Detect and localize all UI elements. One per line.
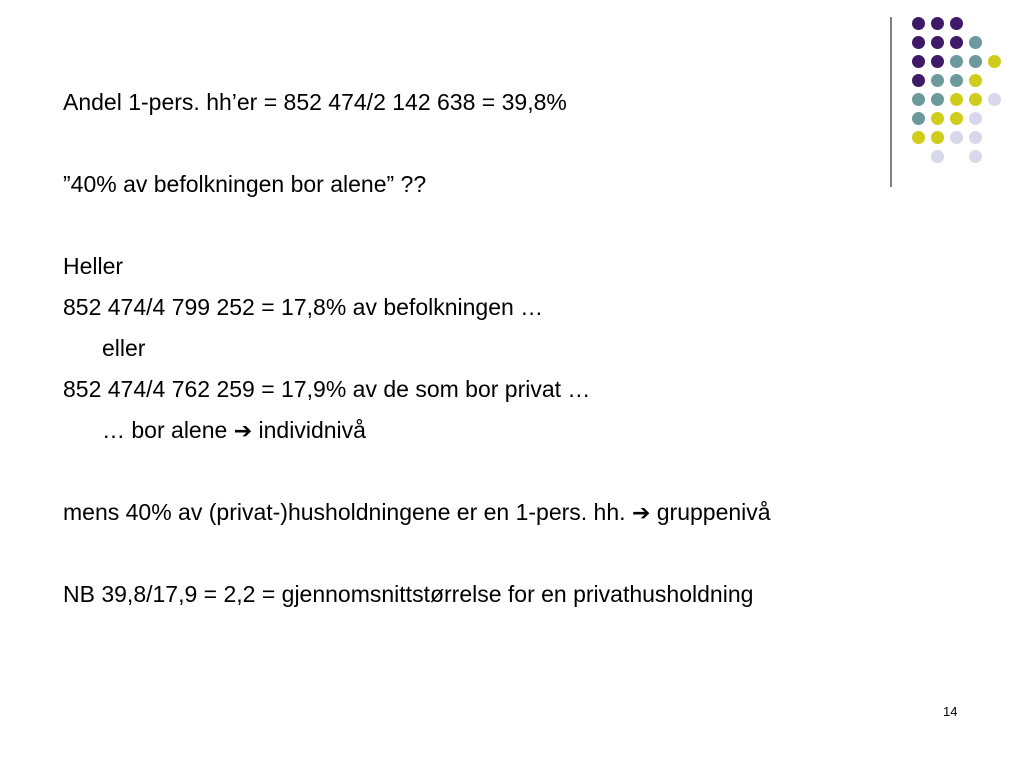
dot-shape <box>931 17 944 30</box>
text-segment: individnivå <box>258 417 366 443</box>
text-line-6: 852 474/4 762 259 = 17,9% av de som bor privat … <box>63 376 591 402</box>
text-segment: … bor alene <box>102 417 228 443</box>
dot-shape <box>931 131 944 144</box>
dot-shape <box>969 74 982 87</box>
text-line-2: ”40% av befolkningen bor alene” ?? <box>63 171 427 197</box>
text-line-8 <box>63 498 771 528</box>
dot-shape <box>950 112 963 125</box>
dot-shape <box>950 17 963 30</box>
vertical-divider <box>890 17 892 187</box>
dot-shape <box>912 93 925 106</box>
dot-shape <box>969 55 982 68</box>
text-line-9: NB 39,8/17,9 = 2,2 = gjennomsnittstørrelse for en privathusholdning <box>63 581 754 607</box>
dot-shape <box>969 131 982 144</box>
dot-shape <box>950 93 963 106</box>
text-line-5: eller <box>102 335 146 361</box>
dot-shape <box>931 150 944 163</box>
dot-shape <box>931 74 944 87</box>
dot-shape <box>912 55 925 68</box>
text-line-4: 852 474/4 799 252 = 17,8% av befolkningen … <box>63 294 544 320</box>
text-line-3: Heller <box>63 253 124 279</box>
dot-shape <box>969 150 982 163</box>
dot-shape <box>950 36 963 49</box>
dot-shape <box>950 74 963 87</box>
dot-shape <box>969 112 982 125</box>
dot-shape <box>969 93 982 106</box>
text-segment: gruppenivå <box>656 499 771 525</box>
dot-grid-icon <box>900 10 1010 170</box>
page-number: 14 <box>943 704 958 719</box>
dot-shape <box>988 93 1001 106</box>
dot-shape <box>912 112 925 125</box>
dot-shape <box>988 55 1001 68</box>
text-segment: mens 40% av (privat-)husholdningene er en 1-pers. hh. <box>63 499 626 525</box>
dot-shape <box>931 112 944 125</box>
text-line-1: Andel 1-pers. hh’er = 852 474/2 142 638 = 39,8% <box>63 89 567 115</box>
dot-shape <box>912 17 925 30</box>
dot-shape <box>950 55 963 68</box>
dot-shape <box>931 93 944 106</box>
dot-shape <box>912 36 925 49</box>
dot-shape <box>950 131 963 144</box>
dot-shape <box>912 131 925 144</box>
dot-shape <box>912 74 925 87</box>
text-line-7 <box>102 416 366 446</box>
dot-shape <box>931 55 944 68</box>
dot-shape <box>931 36 944 49</box>
arrow-right-icon: ➔ <box>631 501 651 526</box>
arrow-right-icon: ➔ <box>233 419 253 444</box>
dot-shape <box>969 36 982 49</box>
